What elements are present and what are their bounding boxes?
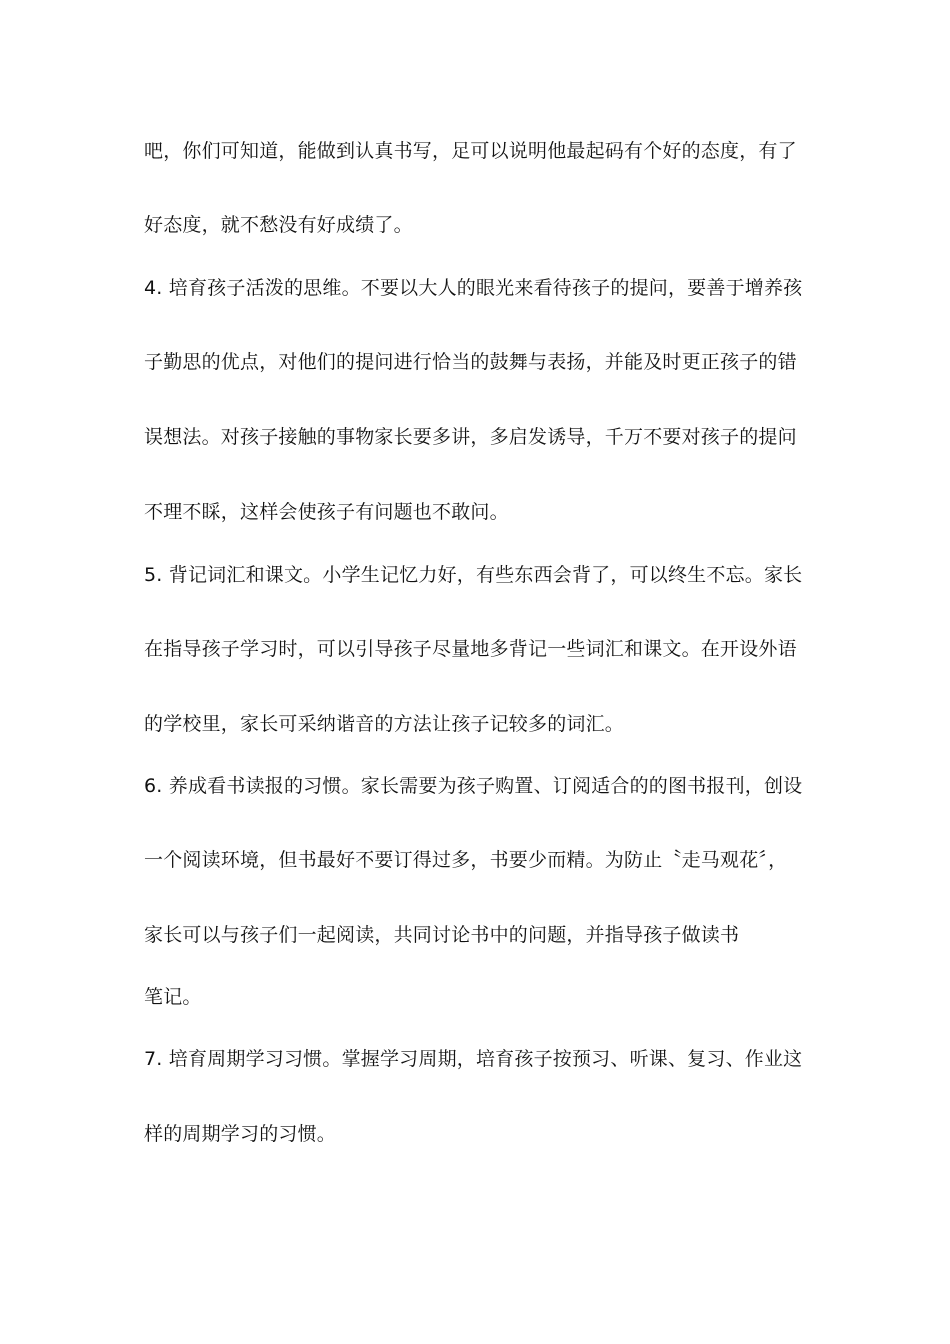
text-line: 不理不睬，这样会使孩子有问题也不敢问。 [144,501,509,523]
text-line: 家长可以与孩子们一起阅读，共同讨论书中的问题，并指导孩子做读书 [144,924,740,946]
text-line: 一个阅读环境，但书最好不要订得过多，书要少而精。为防止〝走马观花〞， [144,849,788,871]
text-line: 在指导孩子学习时，可以引导孩子尽量地多背记一些词汇和课文。在开设外语 [144,638,797,660]
text-line: 4. 培育孩子活泼的思维。不要以大人的眼光来看待孩子的提问，要善于增养孩 [144,277,803,299]
text-line: 6. 养成看书读报的习惯。家长需要为孩子购置、订阅适合的的图书报刊，创设 [144,775,803,797]
text-line: 好态度，就不愁没有好成绩了。 [144,214,413,236]
text-line: 样的周期学习的习惯。 [144,1123,337,1145]
text-line: 笔记。 [144,986,202,1008]
text-line: 的学校里，家长可采纳谐音的方法让孩子记较多的词汇。 [144,713,625,735]
text-line: 子勤思的优点，对他们的提问进行恰当的鼓舞与表扬，并能及时更正孩子的错 [144,351,797,373]
text-line: 误想法。对孩子接触的事物家长要多讲，多启发诱导，千万不要对孩子的提问 [144,426,797,448]
text-line: 5. 背记词汇和课文。小学生记忆力好，有些东西会背了，可以终生不忘。家长 [144,564,803,586]
text-line: 吧，你们可知道，能做到认真书写，足可以说明他最起码有个好的态度，有了 [144,140,797,162]
text-line: 7. 培育周期学习习惯。掌握学习周期，培育孩子按预习、听课、复习、作业这 [144,1048,803,1070]
